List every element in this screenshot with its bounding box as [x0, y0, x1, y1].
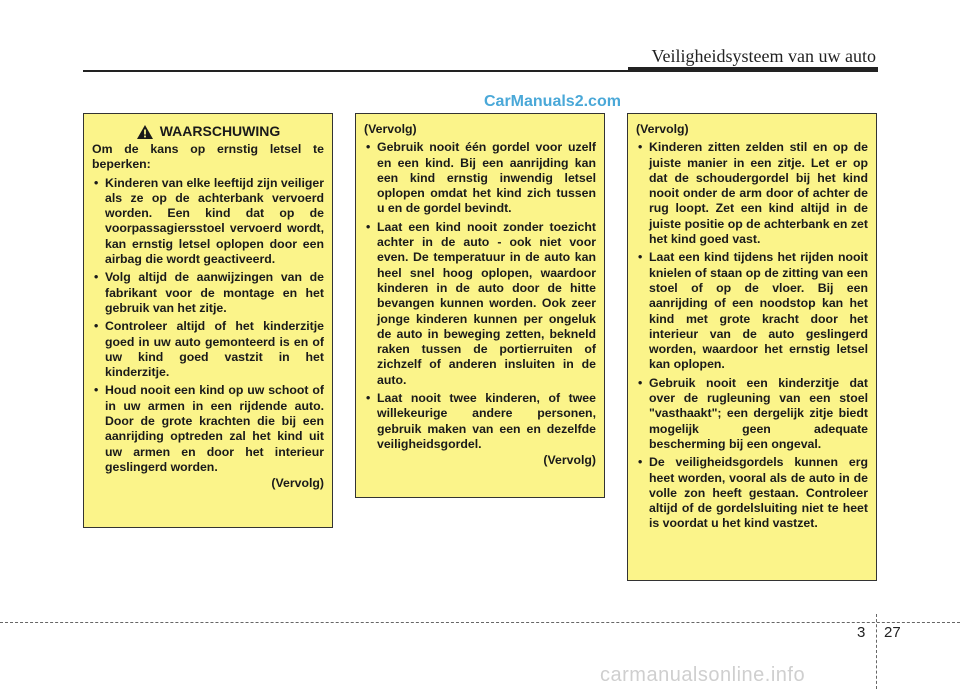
list-item: • Gebruik nooit een kinderzitje dat over de rugleuning van een stoel "vasthaakt"; een dergelijk zitje biedt mogelijk geen adequate bescherming bij een ongeval. [636, 376, 868, 452]
section-title: Veiligheidsysteem van uw auto [651, 46, 876, 66]
warning-heading [92, 124, 324, 140]
page-number-separator [876, 614, 877, 689]
warning-list-1 [92, 176, 324, 476]
list-item: • Gebruik nooit één gordel voor uzelf en een kind. Bij een aanrijding kan een kind ernstig inwendig letsel oplopen omdat het kind zich tussen u en de gordel bevindt. [364, 140, 596, 216]
list-item: • Controleer altijd of het kinderzitje goed in uw auto gemonteerd is en of uw kind goed vastzit in het kinderzitje. [92, 319, 324, 380]
header-rule-accent [628, 67, 878, 72]
watermark-bottom-link[interactable]: carmanualsonline.info [600, 664, 806, 686]
warning-heading-text: WAARSCHUWING [159, 123, 281, 140]
list-item: • Volg altijd de aanwijzingen van de fabrikant voor de montage en het gebruik van het zitje. [92, 270, 324, 316]
list-item: • Kinderen zitten zelden stil en op de juiste manier in een zitje. Let er op dat de schoudergordel bij het kind nooit onder de arm door of achter de rug loopt. Zet een kind altijd in de juiste positie op de achterbank en zet het kind goed vast. [636, 140, 868, 247]
chapter-number: 3 [857, 624, 866, 641]
footer-divider [0, 622, 960, 623]
continued-top-label: (Vervolg) [636, 122, 689, 136]
warning-list-3 [636, 140, 868, 531]
list-item: • Laat een kind tijdens het rijden nooit knielen of staan op de zitting van een stoel of op de vloer. Bij een aanrijding of een noodstop kan het kind met grote kracht door het interieur van de auto geslingerd worden, waardoor het ernstig letsel kan oplopen. [636, 250, 868, 372]
page-number: 27 [884, 624, 901, 641]
list-item: • De veiligheidsgordels kunnen erg heet worden, vooral als de auto in de volle zon heeft gestaan. Controleer altijd of de gordelsluiting niet te heet is voordat u het kind vastzet. [636, 455, 868, 531]
continued-label: (Vervolg) [543, 453, 596, 468]
warning-box-3 [627, 113, 877, 581]
warning-triangle-icon [136, 124, 154, 140]
watermark-link[interactable]: CarManuals2.com [484, 93, 621, 110]
warning-box-2 [355, 113, 605, 498]
list-item: • Kinderen van elke leeftijd zijn veiliger als ze op de achterbank vervoerd worden. Een kind dat op de voorpassagiersstoel vervoerd wordt, kan ernstig letsel oplopen door een airbag die wordt geactiveerd. [92, 176, 324, 268]
list-item: • Laat nooit twee kinderen, of twee willekeurige andere personen, gebruik maken van een en dezelfde veiligheidsgordel. [364, 391, 596, 452]
list-item: • Laat een kind nooit zonder toezicht achter in de auto - ook niet voor even. De temperatuur in de auto kan heel snel hoog oplopen, waardoor kinderen in de auto door de hitte bevangen kunnen worden. Ook zeer jonge kinderen kunnen per ongeluk de auto in beweging zetten, bekneld raken tussen de portierruiten of zichzelf of anderen insluiten in de auto. [364, 220, 596, 388]
continued-top-label: (Vervolg) [364, 122, 417, 136]
continued-label: (Vervolg) [271, 476, 324, 491]
warning-box-1 [83, 113, 333, 528]
warning-list-2 [364, 140, 596, 452]
warning-intro: Om de kans op ernstig letsel te beperken: [92, 142, 324, 172]
list-item: • Houd nooit een kind op uw schoot of in uw armen in een rijdende auto. Door de grote krachten die bij een aanrijding optreden zal het kind uit uw armen en door het interieur geslingerd worden. [92, 383, 324, 475]
